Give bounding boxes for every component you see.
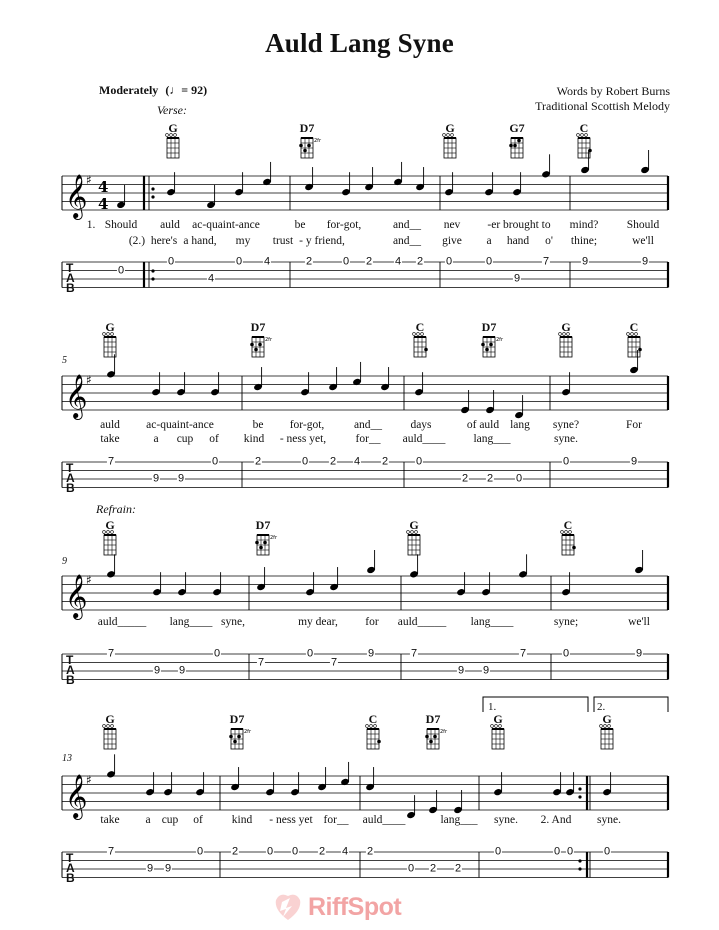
refrain-label: Refrain: (96, 502, 136, 516)
tab-fret-number: 9 (177, 472, 185, 485)
tab-fret-number: 2 (454, 862, 462, 875)
chord-diagram-dot (489, 343, 493, 347)
lyric-syllable: of auld (466, 419, 500, 431)
tab-fret-number: 7 (410, 647, 418, 660)
tab-fret-number: 7 (542, 255, 550, 268)
sharp-key-signature-icon: ♯ (86, 173, 92, 187)
time-signature-top: 4 (98, 178, 109, 196)
chord-fret-number: 2fr (265, 337, 272, 343)
chord-fret-number: 2fr (314, 138, 321, 144)
tab-fret-number: 9 (146, 862, 154, 875)
treble-clef-icon: 𝄞 (65, 174, 88, 218)
lyric-syllable: kind (231, 814, 253, 826)
lyric-syllable: trust (272, 235, 294, 247)
chord-name: D7 (481, 320, 497, 334)
sharp-key-signature-icon: ♯ (86, 573, 92, 587)
tab-fret-number: 0 (196, 845, 204, 858)
lyric-syllable: we'll (628, 616, 650, 628)
lyric-syllable: lang____ (470, 616, 514, 628)
first-ending-bracket (483, 697, 588, 712)
tempo-text: Moderately (99, 83, 159, 97)
lyric-syllable: take (100, 814, 120, 826)
chord-diagram-dot (572, 546, 576, 550)
lyric-syllable: days (410, 419, 432, 431)
tab-fret-number: 0 (301, 455, 309, 468)
lyric-syllable: for-got, (326, 219, 362, 231)
tab-fret-number: 2 (305, 255, 313, 268)
lyric-syllable: Should (626, 219, 660, 231)
lyric-syllable: cup (176, 433, 194, 445)
lyric-syllable: here's (150, 235, 178, 247)
lyric-syllable: auld_____ (397, 616, 447, 628)
lyric-syllable: 2. And (540, 814, 572, 826)
lyric-syllable: auld (160, 219, 180, 231)
tab-fret-number: 0 (494, 845, 502, 858)
lyric-syllable: a (486, 235, 492, 247)
chord-diagram-dot (638, 348, 642, 352)
chord-fret-number: 2fr (496, 337, 503, 343)
first-ending-label: 1. (488, 701, 497, 713)
lyric-syllable: syne. (554, 433, 578, 445)
tab-fret-number: 9 (513, 272, 521, 285)
chord-name: G (168, 121, 178, 135)
tab-fret-number: 9 (641, 255, 649, 268)
lyric-syllable: a (145, 814, 151, 826)
measure-number: 5 (62, 355, 67, 366)
tab-fret-number: 2 (329, 455, 337, 468)
tab-fret-number: 2 (461, 472, 469, 485)
tab-fret-number: 7 (107, 845, 115, 858)
tab-clef-label: T A B (66, 461, 75, 495)
lyric-syllable: syne. (597, 814, 621, 826)
tab-fret-number: 0 (562, 647, 570, 660)
chord-diagram-dot (377, 740, 381, 744)
tab-fret-number: 9 (630, 455, 638, 468)
lyric-syllable: nev (443, 219, 461, 231)
tab-fret-number: 0 (562, 455, 570, 468)
chord-diagram-dot (425, 735, 429, 739)
tab-fret-number: 9 (153, 664, 161, 677)
chord-diagram-dot (433, 735, 437, 739)
lyric-syllable: -er brought to (487, 219, 551, 231)
chord-name: G (561, 320, 571, 334)
riffspot-logo-icon (270, 890, 304, 924)
chord-diagram-dot (299, 144, 303, 148)
lyric-syllable: for__ (323, 814, 349, 826)
tempo-bpm: (♩= 92) (165, 83, 208, 97)
lyric-syllable: - y friend, (299, 235, 345, 247)
measure-number: 9 (62, 556, 67, 567)
tab-fret-number: 0 (291, 845, 299, 858)
tab-fret-number: 4 (341, 845, 349, 858)
tab-fret-number: 9 (178, 664, 186, 677)
verse-label: Verse: (157, 103, 187, 117)
lyric-syllable: my (235, 235, 251, 247)
lyric-syllable: we'll (632, 235, 654, 247)
lyric-syllable: ac-quaint-ance (146, 419, 214, 431)
lyric-syllable: auld____ (402, 433, 446, 445)
lyric-syllable: auld (100, 419, 120, 431)
chord-name: G (105, 712, 115, 726)
lyric-syllable: (2.) (128, 235, 146, 247)
tab-fret-number: 0 (266, 845, 274, 858)
chord-diagram-dot (258, 343, 262, 347)
chord-name: C (415, 320, 425, 334)
lyric-syllable: syne. (494, 814, 518, 826)
lyric-syllable: o' (545, 235, 553, 247)
tab-fret-number: 9 (581, 255, 589, 268)
tab-fret-number: 2 (231, 845, 239, 858)
repeat-dot (151, 277, 154, 280)
tab-fret-number: 0 (117, 264, 125, 276)
chord-fret-number: 2fr (270, 535, 277, 541)
tab-clef-label: T A B (66, 261, 75, 295)
tab-fret-number: 7 (257, 656, 265, 668)
lyric-syllable: lang____ (169, 616, 213, 628)
chord-diagram-dot (255, 541, 259, 545)
chord-name: G7 (509, 121, 525, 135)
lyric-syllable: kind (243, 433, 265, 445)
repeat-dot (578, 787, 581, 790)
tab-fret-number: 9 (482, 664, 490, 677)
repeat-dot (578, 795, 581, 798)
lyric-syllable: Should (104, 219, 138, 231)
lyric-syllable: be (252, 419, 264, 431)
lyric-syllable: and__ (392, 219, 422, 231)
lyric-syllable: syne, (221, 616, 245, 628)
chord-diagram-dot (250, 343, 254, 347)
treble-clef-icon: 𝄞 (65, 574, 88, 618)
lyric-syllable: - ness yet, (279, 433, 327, 445)
tab-fret-number: 0 (445, 255, 453, 268)
measure-number: 13 (62, 753, 72, 764)
tab-fret-number: 2 (365, 255, 373, 268)
repeat-dot (151, 269, 154, 272)
tab-fret-number: 0 (167, 255, 175, 268)
chord-name: G (409, 518, 419, 532)
chord-fret-number: 2fr (440, 729, 447, 735)
chord-name: G (445, 121, 455, 135)
lyric-syllable: auld____ (362, 814, 406, 826)
lyric-syllable: 1. (86, 219, 96, 231)
chord-name: C (563, 518, 573, 532)
chord-name: G (493, 712, 503, 726)
lyric-syllable: for__ (355, 433, 381, 445)
tab-fret-number: 2 (429, 862, 437, 875)
credit-melody: Traditional Scottish Melody (535, 99, 670, 113)
time-signature-bottom: 4 (98, 195, 109, 213)
tab-fret-number: 0 (485, 255, 493, 268)
lyric-syllable: give (442, 235, 462, 247)
lyric-syllable: cup (161, 814, 179, 826)
treble-clef-icon: 𝄞 (65, 374, 88, 418)
chord-name: C (368, 712, 378, 726)
watermark-text: RiffSpot (308, 893, 402, 921)
chord-name: D7 (299, 121, 315, 135)
lyric-syllable: and__ (353, 419, 383, 431)
tab-fret-number: 0 (515, 472, 523, 485)
chord-name: G (105, 320, 115, 334)
lyric-syllable: a (153, 433, 159, 445)
chord-name: C (629, 320, 639, 334)
tab-fret-number: 4 (394, 255, 402, 268)
lyric-syllable: of (209, 433, 219, 445)
lyric-syllable: lang___ (473, 433, 511, 445)
sharp-key-signature-icon: ♯ (86, 373, 92, 387)
tab-fret-number: 9 (164, 862, 172, 875)
chord-diagram-dot (229, 735, 233, 739)
tab-fret-number: 7 (519, 647, 527, 660)
lyric-syllable: syne? (552, 419, 580, 431)
sharp-key-signature-icon: ♯ (86, 773, 92, 787)
chord-diagram-dot (254, 348, 258, 352)
chord-diagram-dot (517, 139, 521, 143)
tab-fret-number: 9 (635, 647, 643, 660)
chord-diagram-dot (259, 546, 263, 550)
chord-diagram-dot (513, 144, 517, 148)
tab-fret-number: 7 (330, 656, 338, 668)
lyric-syllable: thine; (570, 235, 598, 247)
tab-fret-number: 2 (366, 845, 374, 858)
lyric-syllable: a hand, (183, 235, 217, 247)
tab-fret-number: 0 (213, 647, 221, 660)
chord-name: G (602, 712, 612, 726)
tab-fret-number: 7 (107, 647, 115, 660)
tab-fret-number: 0 (342, 255, 350, 268)
lyric-syllable: my dear, (298, 616, 338, 628)
lyric-syllable: of (193, 814, 203, 826)
chord-diagram-dot (263, 541, 267, 545)
tab-fret-number: 4 (263, 255, 271, 268)
chord-name: C (579, 121, 589, 135)
chord-fret-number: 2fr (244, 729, 251, 735)
tab-clef-label: T A B (66, 851, 75, 885)
tab-fret-number: 0 (407, 862, 415, 875)
tab-fret-number: 0 (415, 455, 423, 468)
repeat-dot (151, 187, 154, 190)
tab-fret-number: 2 (416, 255, 424, 268)
lyric-syllable: take (100, 433, 120, 445)
repeat-dot (578, 867, 581, 870)
lyric-syllable: ac-quaint-ance (192, 219, 260, 231)
chord-diagram-dot (485, 348, 489, 352)
second-ending-label: 2. (597, 701, 606, 713)
chord-diagram-dot (233, 740, 237, 744)
lyric-syllable: For (626, 419, 642, 431)
chord-diagram-dot (509, 144, 513, 148)
chord-diagram-dot (481, 343, 485, 347)
tab-fret-number: 0 (566, 845, 574, 858)
lyric-syllable: and__ (392, 235, 422, 247)
tab-fret-number: 9 (457, 664, 465, 677)
tab-fret-number: 4 (353, 455, 361, 468)
repeat-dot (578, 859, 581, 862)
lyric-syllable: syne; (553, 616, 579, 628)
lyric-syllable: mind? (569, 219, 599, 231)
credit-words: Words by Robert Burns (556, 84, 670, 98)
chord-diagram-dot (237, 735, 241, 739)
tab-fret-number: 9 (367, 647, 375, 660)
tab-fret-number: 2 (254, 455, 262, 468)
lyric-syllable: lang (510, 419, 530, 431)
tab-fret-number: 0 (553, 845, 561, 858)
chord-diagram-dot (303, 149, 307, 153)
tab-fret-number: 0 (211, 455, 219, 468)
tab-fret-number: 0 (306, 647, 314, 660)
lyric-syllable: lang___ (440, 814, 478, 826)
tab-fret-number: 0 (235, 255, 243, 268)
lyric-syllable: for (365, 616, 379, 628)
lyric-syllable: auld_____ (97, 616, 147, 628)
chord-name: G (105, 518, 115, 532)
tab-fret-number: 0 (603, 845, 611, 858)
lyric-syllable: hand (506, 235, 530, 247)
chord-name: D7 (250, 320, 266, 334)
tab-fret-number: 4 (207, 272, 215, 285)
tab-fret-number: 2 (318, 845, 326, 858)
lyric-syllable: for-got, (289, 419, 325, 431)
chord-diagram-dot (307, 144, 311, 148)
chord-name: D7 (425, 712, 441, 726)
chord-name: D7 (229, 712, 245, 726)
chord-diagram-dot (424, 348, 428, 352)
tab-clef-label: T A B (66, 653, 75, 687)
second-ending-bracket (594, 697, 668, 712)
tab-fret-number: 9 (152, 472, 160, 485)
lyric-syllable: - ness yet (269, 814, 313, 826)
lyric-syllable: be (294, 219, 306, 231)
song-title: Auld Lang Syne (265, 28, 454, 58)
tab-fret-number: 2 (486, 472, 494, 485)
chord-diagram-dot (429, 740, 433, 744)
chord-name: D7 (255, 518, 271, 532)
tab-fret-number: 2 (381, 455, 389, 468)
treble-clef-icon: 𝄞 (65, 774, 88, 818)
tab-fret-number: 7 (107, 455, 115, 468)
repeat-dot (151, 195, 154, 198)
